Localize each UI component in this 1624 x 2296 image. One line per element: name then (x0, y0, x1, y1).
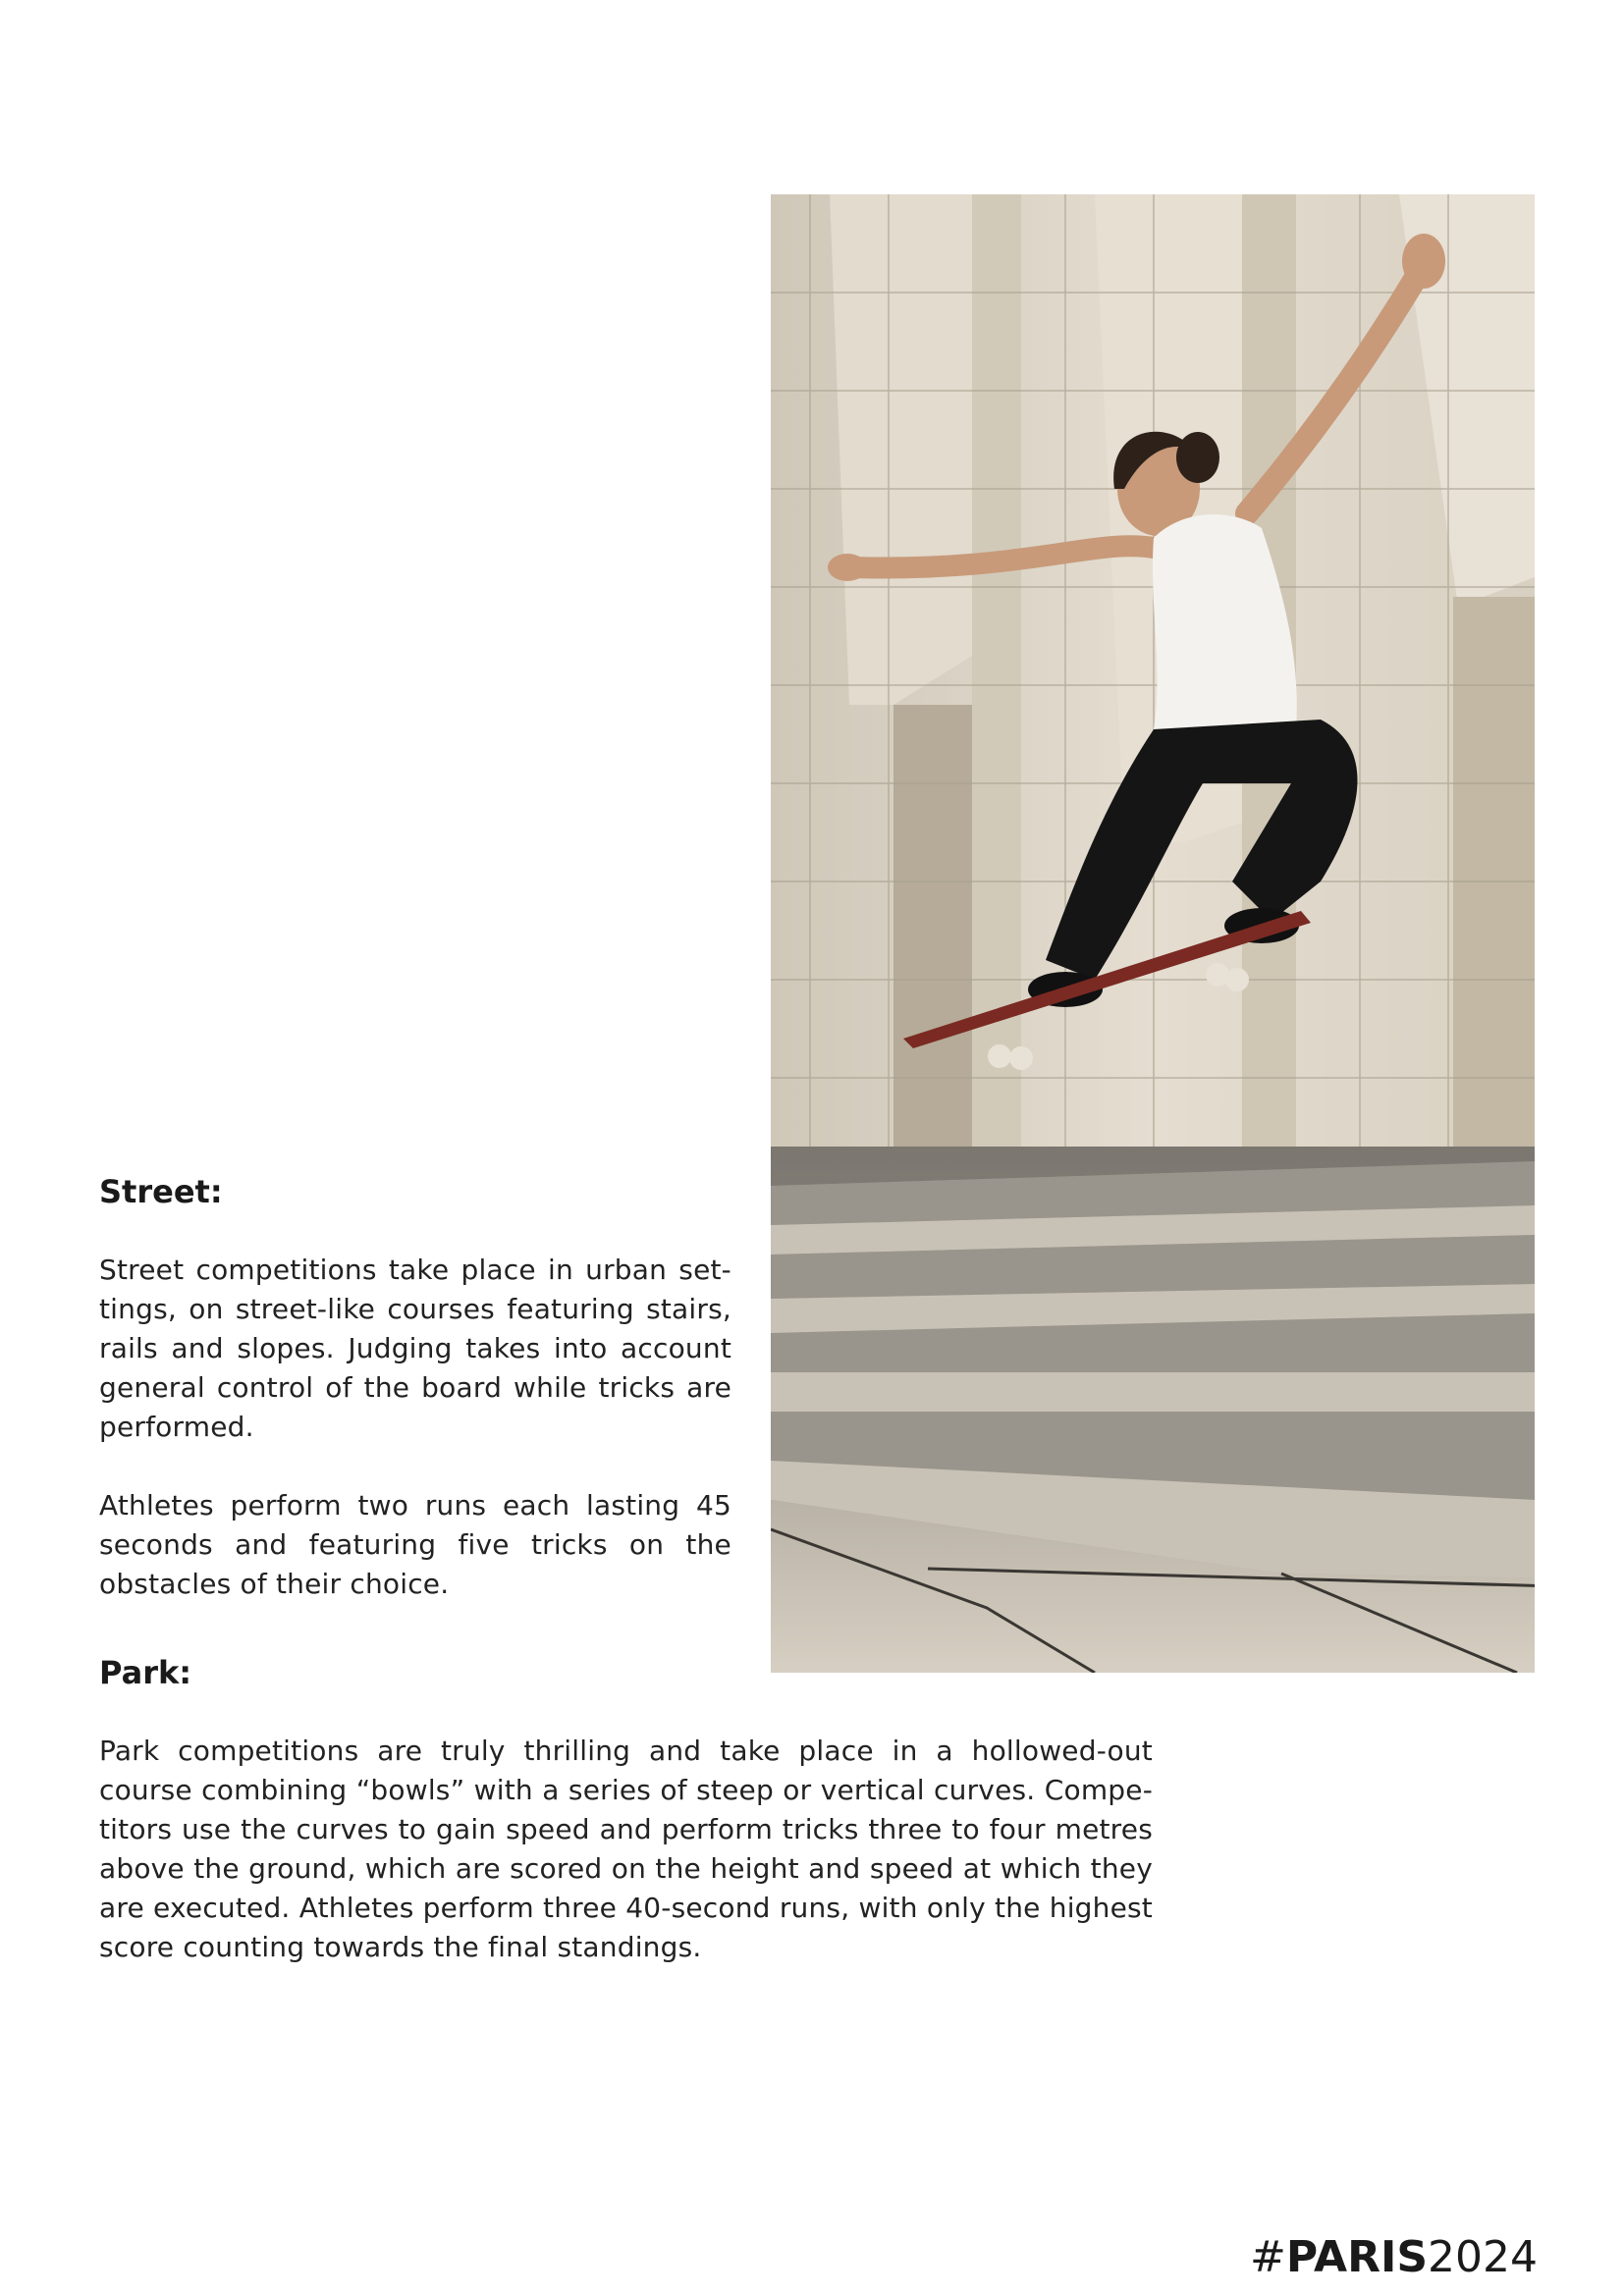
street-paragraph-1: Street competitions take place in urban set- tings, on street-like courses featuring stairs, rails and slopes. Judging takes into account general control of the board while tricks are performed. (99, 1254, 731, 1443)
brand-paris: PARIS (1285, 2232, 1429, 2282)
brand-hash: # (1249, 2232, 1286, 2282)
street-heading: Street: (99, 1173, 223, 1210)
park-paragraph: Park competitions are truly thrilling and take place in a hollowed-out course combining “bowls” with a series of steep or vertical curves. Compe- titors use the curves to gain speed and perform tricks three to four metres above the ground, which are scored on the height and speed at which they are executed. Athletes perform three 40-second runs, with only the highest score counting towards the final standings. (99, 1735, 1153, 1963)
park-heading: Park: (99, 1654, 192, 1691)
skateboarder-photo (771, 194, 1535, 1673)
brand-year: 2024 (1428, 2232, 1538, 2282)
paris2024-brand (1250, 2232, 1538, 2283)
street-paragraph-2: Athletes perform two runs each lasting 45 seconds and featuring five tricks on the obstacles of their choice. (99, 1489, 731, 1600)
skateboarder-illustration (771, 194, 1535, 1673)
